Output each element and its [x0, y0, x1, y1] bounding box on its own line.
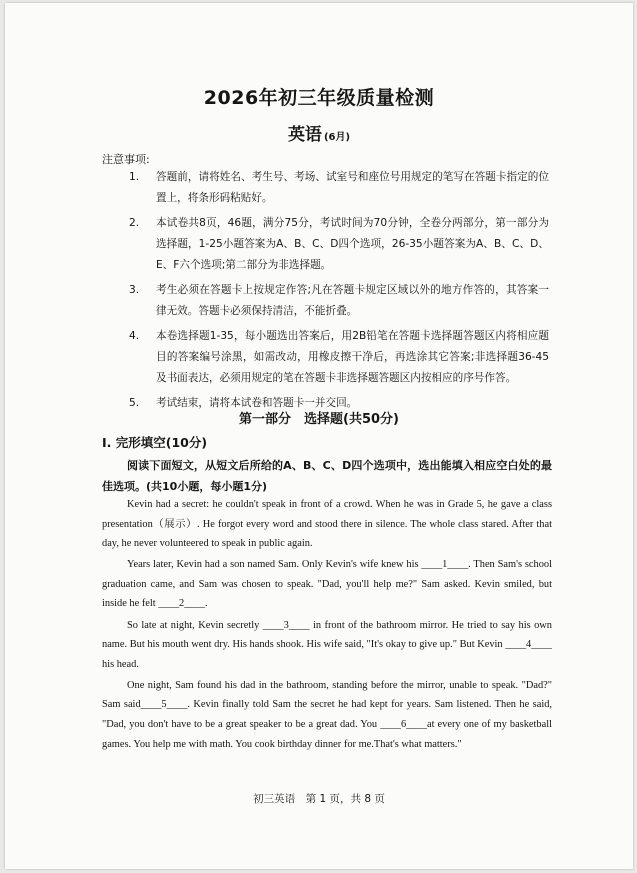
notice-list — [102, 167, 549, 418]
subject-label: 英语 — [287, 125, 322, 145]
cloze-passage — [102, 495, 552, 756]
passage-paragraph: Kevin had a secret: he couldn't speak in front of a crowd. When he was in Grade 5, he gave a class presentation（展示）. He forgot every word and stood there in silence. The whole class stared. After that day, he never volunteered to speak in public again. — [102, 499, 552, 550]
notice-text: 本卷选择题1-35，每小题选出答案后，用2B铅笔在答题卡选择题答题区内将相应题目的答案编号涂黑，如需改动，用橡皮擦干净后，再选涂其它答案;非选择题36-45及书面表达，必须用规定的笔在答题卡非选择题答题区内按相应的序号作答。 — [156, 330, 549, 384]
notice-text: 答题前，请将姓名、考生号、考场、试室号和座位号用规定的笔写在答题卡指定的位置上，将条形码粘贴好。 — [156, 171, 549, 204]
exam-title: 2026年初三年级质量检测 — [203, 87, 435, 109]
exam-month: (6月) — [323, 132, 351, 143]
passage-paragraph: One night, Sam found his dad in the bathroom, standing before the mirror, unable to speak. "Dad?" Sam said____5____. Kevin finally told Sam the secret he had kept for years. Sam listened. Then he said, "Dad, you don't have to be a great speaker to be a great dad. You ____6____at every one of my basketball games. You help me with math. You cook birthday dinner for me.That's what matters." — [102, 679, 552, 750]
notice-number: 5. — [129, 397, 140, 409]
passage-paragraph: Years later, Kevin had a son named Sam. Only Kevin's wife knew his ____1____. Then Sam's school graduation came, and Sam was chosen to speak. "Dad, you'll help me?" Sam asked. Kevin smiled, but inside he felt ____2____. — [102, 559, 552, 610]
notice-item — [102, 167, 549, 209]
exam-subject — [5, 120, 633, 145]
notice-heading: 注意事项: — [102, 153, 150, 166]
notice-number: 4. — [129, 330, 140, 342]
notice-text: 本试卷共8页，46题，满分75分，考试时间为70分钟，全卷分两部分，第一部分为选择题，1-25小题答案为A、B、C、D四个选项，26-35小题答案为A、B、C、D、E、F六个选项;第二部分为非选择题。 — [156, 217, 549, 271]
section-instruction: 阅读下面短文，从短文后所给的A、B、C、D四个选项中，选出能填入相应空白处的最佳选项。(共10小题，每小题1分) — [102, 459, 552, 493]
passage-paragraph: So late at night, Kevin secretly ____3____ in front of the bathroom mirror. He tried to say his own name. But his mouth went dry. His hands shook. His wife said, "It's okay to give up." But Kevin ____4____ his head. — [102, 619, 552, 670]
section-title: I. 完形填空(10分) — [102, 435, 208, 450]
notice-item — [102, 326, 549, 389]
notice-text: 考生必须在答题卡上按规定作答;凡在答题卡规定区域以外的地方作答的，其答案一律无效。答题卡必须保持清洁，不能折叠。 — [156, 284, 549, 317]
part-one-title: 第一部分 选择题(共50分) — [239, 412, 399, 427]
page-footer: 初三英语 第 1 页，共 8 页 — [253, 793, 385, 805]
notice-text: 考试结束，请将本试卷和答题卡一并交回。 — [156, 397, 358, 409]
notice-item — [102, 280, 549, 322]
notice-number: 2. — [129, 217, 140, 229]
notice-number: 1. — [129, 171, 140, 183]
notice-item — [102, 213, 549, 276]
notice-number: 3. — [129, 284, 140, 296]
exam-page — [5, 3, 633, 869]
